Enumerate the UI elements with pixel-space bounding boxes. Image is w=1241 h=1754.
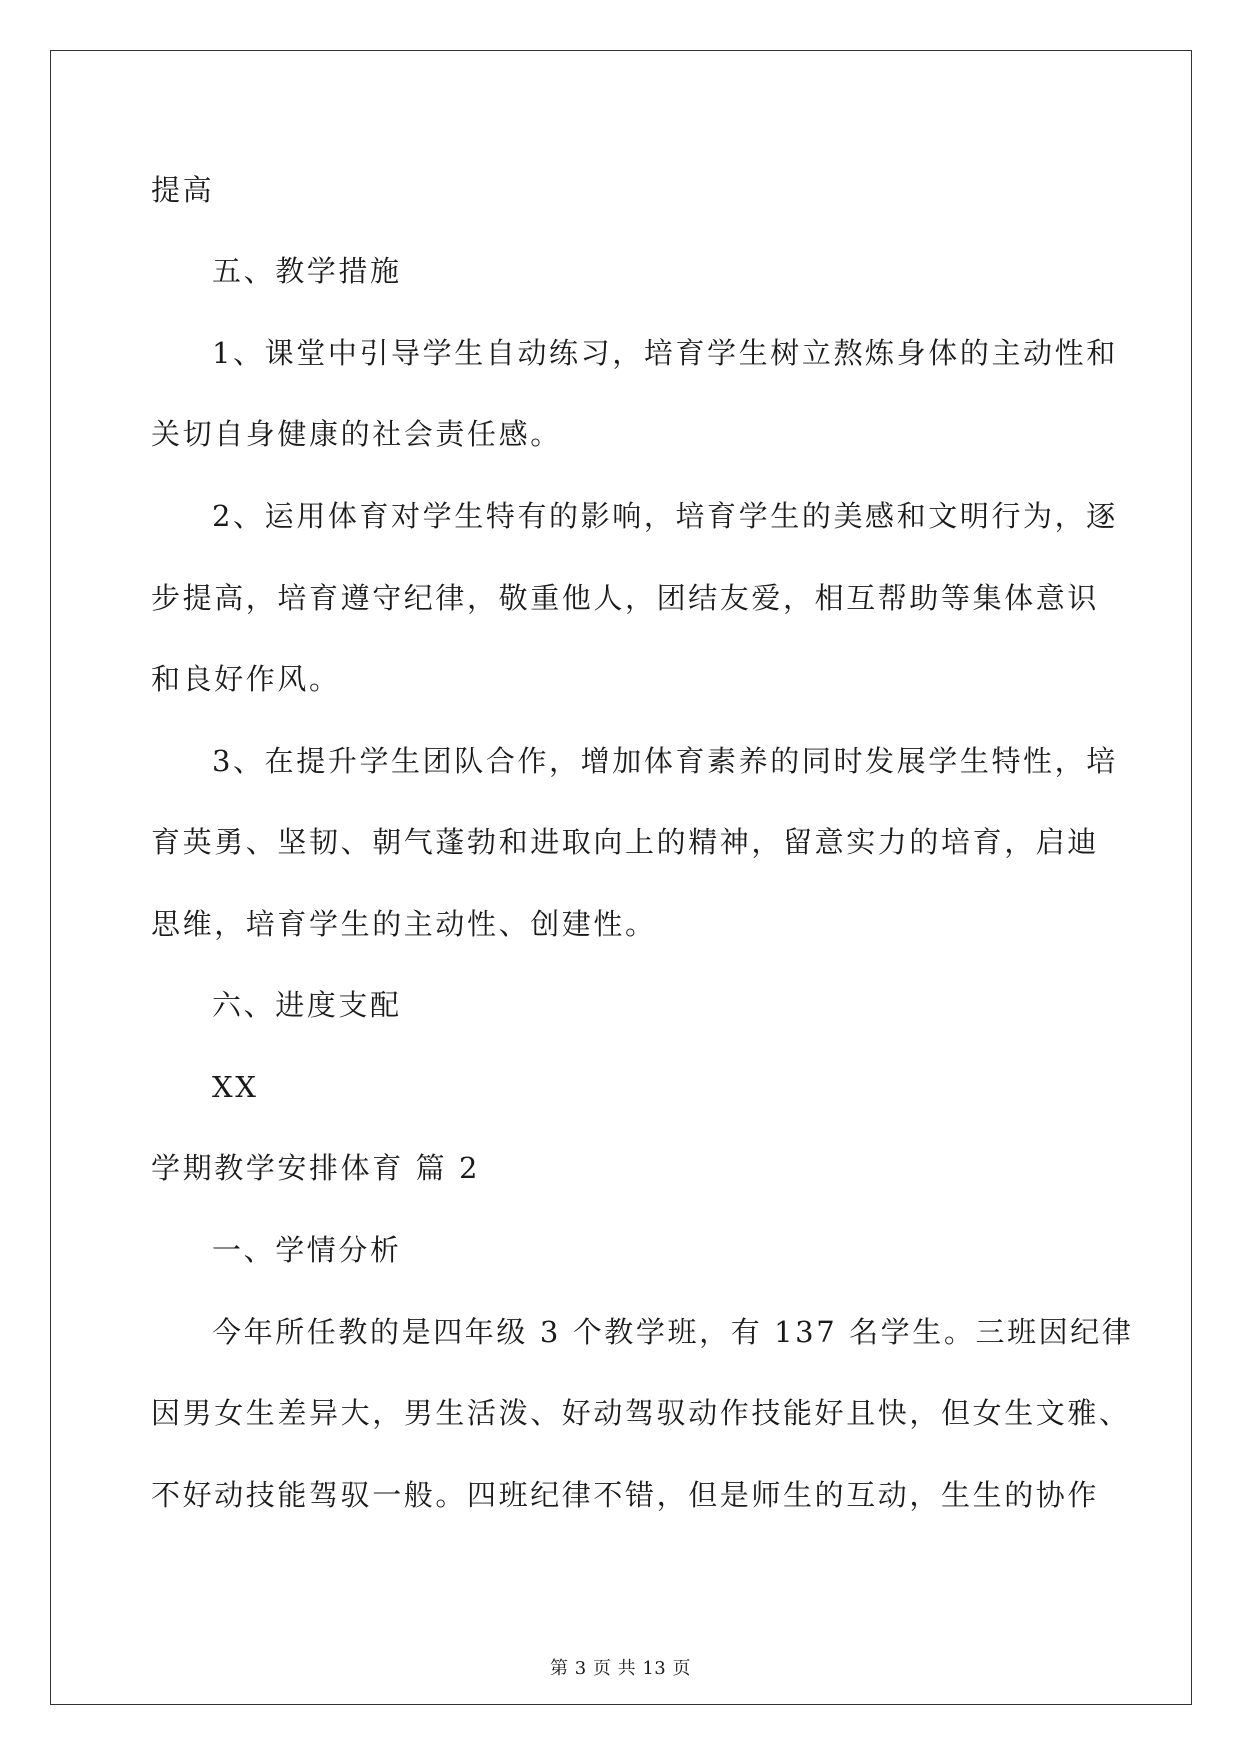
text-line: 提高 — [151, 173, 215, 207]
text-line: 不好动技能驾驭一般。四班纪律不错，但是师生的互动，生生的协作 — [151, 1478, 1100, 1512]
section-heading: 五、教学措施 — [212, 254, 402, 288]
section-heading: 一、学情分析 — [212, 1233, 402, 1267]
page-number-footer: 第 3 页 共 13 页 — [550, 1658, 691, 1679]
text-line: 2、运用体育对学生特有的影响，培育学生的美感和文明行为，逐 — [212, 499, 1118, 533]
text-line: 步提高，培育遵守纪律，敬重他人，团结友爱，相互帮助等集体意识 — [151, 581, 1100, 615]
text-line: 关切自身健康的社会责任感。 — [151, 417, 562, 451]
section-heading: 六、进度支配 — [212, 988, 402, 1022]
text-line: XX — [212, 1070, 259, 1104]
article-title: 学期教学安排体育 篇 2 — [151, 1151, 481, 1185]
page-border — [50, 50, 1192, 1705]
text-line: 今年所任教的是四年级 3 个教学班，有 137 名学生。三班因纪律 — [212, 1315, 1134, 1349]
text-line: 1、课堂中引导学生自动练习，培育学生树立熬炼身体的主动性和 — [212, 336, 1118, 370]
text-line: 因男女生差异大，男生活泼、好动驾驭动作技能好且快，但女生文雅、 — [151, 1396, 1131, 1430]
text-line: 和良好作风。 — [151, 662, 341, 696]
text-line: 3、在提升学生团队合作，增加体育素养的同时发展学生特性，培 — [212, 744, 1118, 778]
text-line: 思维，培育学生的主动性、创建性。 — [151, 907, 657, 941]
text-line: 育英勇、坚韧、朝气蓬勃和进取向上的精神，留意实力的培育，启迪 — [151, 825, 1100, 859]
